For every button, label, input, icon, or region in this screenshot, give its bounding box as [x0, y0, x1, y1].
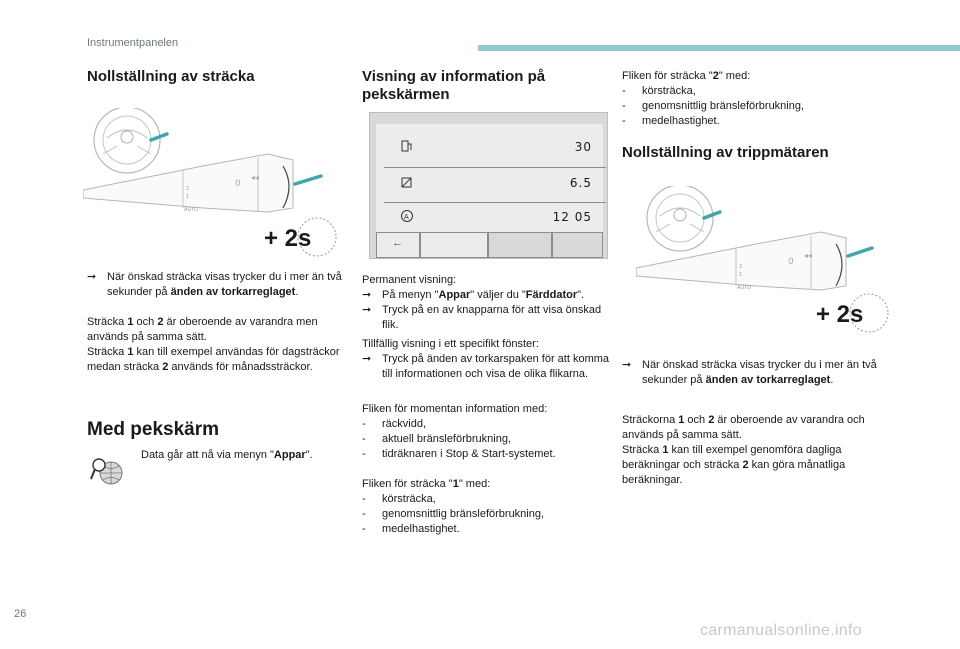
- list-item: - medelhastighet.: [622, 115, 720, 127]
- svg-text:1: 1: [739, 272, 743, 278]
- display-value-consumption: 6.5: [569, 176, 592, 190]
- badge-text: + 2s: [816, 301, 864, 328]
- heading-reset-trip: Nollställning av sträcka: [87, 68, 255, 85]
- stalk-body: [636, 232, 846, 291]
- display-row-consumption[interactable]: [384, 170, 604, 198]
- heading-reset-tripmeter: Nollställning av trippmätaren: [622, 144, 829, 161]
- touchscreen-globe-icon: [89, 455, 127, 487]
- bullet-reset-instruction: ➞ När önskad sträcka visas trycker du i mer än två sekunder på änden av torkarreglaget.: [87, 271, 342, 298]
- svg-text:◂◂: ◂◂: [251, 173, 260, 182]
- back-arrow-icon: ←: [392, 237, 403, 249]
- heading-touchscreen-info: Visning av information på pekskärmen: [362, 68, 546, 103]
- list-item: - körsträcka,: [622, 85, 696, 97]
- momentary-tab-label: Fliken för momentan information med:: [362, 403, 548, 415]
- display-row-range[interactable]: [384, 134, 604, 162]
- list-item: - genomsnittlig bränsleförbrukning,: [362, 508, 545, 520]
- page-number: 26: [14, 608, 27, 620]
- bullet-reset-instruction: ➞ När önskad sträcka visas trycker du i mer än två sekunder på änden av torkarreglaget.: [622, 359, 877, 386]
- press-2s-badge: [814, 292, 890, 334]
- bullet-temporary-stalk: ➞ Tryck på änden av torkarspaken för att komma till informationen och visa de olika flikarna.: [362, 353, 610, 380]
- press-2s-badge: [262, 216, 338, 258]
- display-tab-trip2[interactable]: [552, 232, 603, 258]
- bullet-marker: ➞: [87, 271, 97, 283]
- trip-computer-display: [369, 112, 608, 259]
- watermark: carmanualsonline.info: [700, 622, 862, 639]
- heading-touchscreen: Med pekskärm: [87, 419, 220, 440]
- list-item: - medelhastighet.: [362, 523, 460, 535]
- trip2-list: [622, 84, 882, 129]
- svg-text:AUTO: AUTO: [737, 285, 752, 291]
- trip1-tab-label: Fliken för sträcka "1" med:: [362, 478, 491, 490]
- list-item: - genomsnittlig bränsleförbrukning,: [622, 100, 805, 112]
- section-header: Instrumentpanelen: [87, 37, 179, 49]
- paragraph-trips-independence: Sträckorna 1 och 2 är oberoende av varandra och används på samma sätt.: [622, 414, 865, 441]
- svg-text:1: 1: [186, 194, 190, 200]
- display-tab-bar: [376, 232, 603, 258]
- svg-text:AUTO: AUTO: [184, 207, 199, 213]
- svg-text:◂◂: ◂◂: [804, 251, 813, 260]
- svg-text:0: 0: [788, 257, 794, 267]
- bullet-marker: ➞: [362, 289, 372, 301]
- list-item: - tidräknaren i Stop & Start-systemet.: [362, 448, 556, 460]
- svg-text:2: 2: [739, 264, 743, 270]
- list-item: - räckvidd,: [362, 418, 427, 430]
- list-item: - aktuell bränsleförbrukning,: [362, 433, 512, 445]
- display-divider: [384, 202, 606, 203]
- fuel-pump-icon: [400, 139, 414, 153]
- paragraph-trip-usage: Sträcka 1 kan till exempel användas för dagsträckor medan sträcka 2 används för månadssträckor.: [87, 346, 340, 373]
- paragraph-trip-independence: Sträcka 1 och 2 är oberoende av varandra men används på samma sätt.: [87, 316, 318, 343]
- svg-text:2: 2: [186, 186, 190, 192]
- bullet-permanent-buttons: ➞ Tryck på en av knapparna för att visa önskad flik.: [362, 304, 602, 331]
- bullet-marker: ➞: [622, 359, 632, 371]
- header-accent-bar: [478, 45, 960, 51]
- paragraph-trips-usage: Sträcka 1 kan till exempel genomföra dagliga beräkningar och sträcka 2 kan göra månatliga beräkningar.: [622, 444, 846, 486]
- pointer-arrow-icon: [295, 176, 321, 184]
- trip2-tab-label: Fliken för sträcka "2" med:: [622, 70, 751, 82]
- badge-text: + 2s: [264, 225, 312, 252]
- display-value-range: 30: [574, 140, 592, 154]
- fuel-consumption-icon: [400, 175, 414, 189]
- bullet-marker: ➞: [362, 353, 372, 365]
- temporary-display-label: Tillfällig visning i ett specifikt fönster:: [362, 338, 539, 350]
- bullet-permanent-apps: ➞ På menyn "Appar" väljer du "Färddator".: [362, 289, 585, 301]
- bullet-marker: ➞: [362, 304, 372, 316]
- svg-text:A: A: [404, 213, 409, 221]
- list-item: - körsträcka,: [362, 493, 436, 505]
- stop-start-icon: [400, 209, 414, 223]
- display-back-tab[interactable]: [376, 232, 420, 258]
- permanent-display-label: Permanent visning:: [362, 274, 457, 286]
- display-tab-trip1[interactable]: [488, 232, 552, 258]
- svg-text:0: 0: [235, 179, 241, 189]
- display-divider: [384, 167, 606, 168]
- stalk-body: [83, 154, 293, 213]
- display-tab-momentary[interactable]: [420, 232, 488, 258]
- momentary-list: [362, 417, 612, 462]
- touchscreen-apps-note: Data går att nå via menyn "Appar".: [141, 449, 313, 461]
- trip1-list: [362, 492, 612, 537]
- display-row-stop-start[interactable]: [384, 204, 604, 232]
- display-value-stop-start: 12 05: [552, 210, 592, 224]
- pointer-arrow-icon: [848, 248, 872, 256]
